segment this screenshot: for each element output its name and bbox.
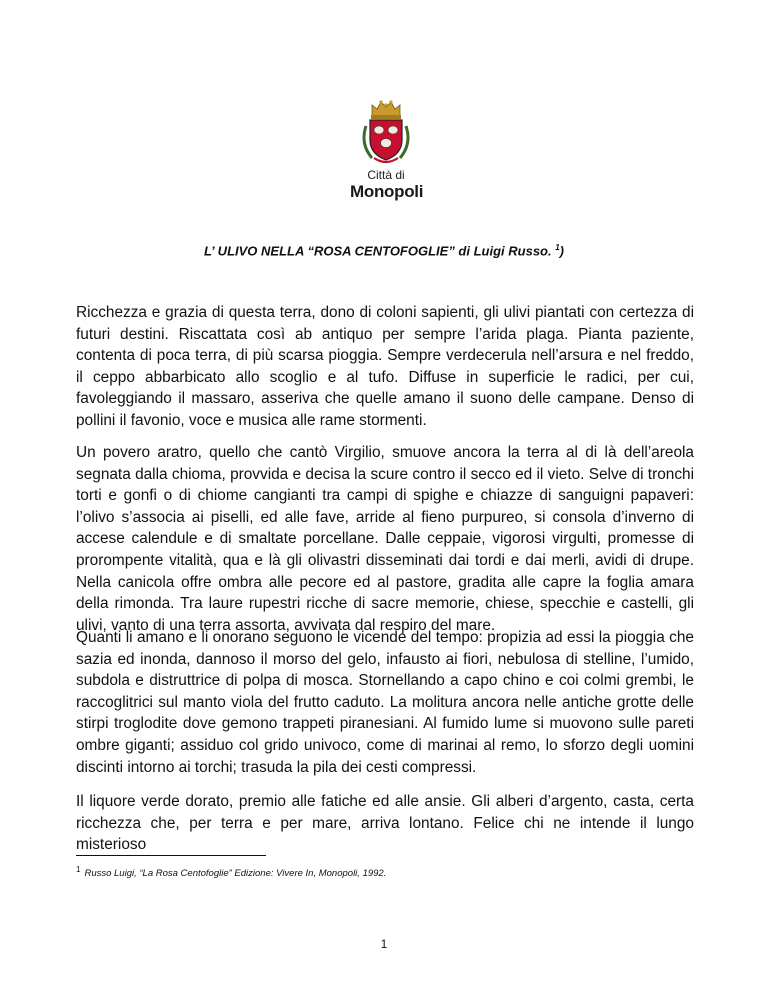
- paragraph: Il liquore verde dorato, premio alle fatiche ed alle ansie. Gli alberi d’argento, casta, certa ricchezza che, per terra e per mare, arriva lontano. Felice chi ne intende il lungo misterioso: [76, 793, 694, 854]
- title-footnote-ref: 1: [555, 243, 560, 252]
- city-coat-of-arms: [350, 96, 422, 206]
- page-number: 1: [380, 937, 388, 951]
- logo-city-label: Città di: [367, 168, 405, 182]
- title-close: ): [559, 243, 565, 259]
- document-title: [0, 243, 768, 258]
- paragraph: Quanti li amano e li onorano seguono le vicende del tempo: propizia ad essi la pioggia che sazia ed inonda, dannoso il morso del gelo, infausto ai fiori, nebulosa di stelline, l’umido, subdola e distruttrice di polpa di mosca. Stornellando a capo chino e coi colmi grembi, le raccoglitrici sul manto viola del frutto caduto. La molitura ancora nelle antiche grotte delle stirpi troglodite dove gemono trappeti piranesiani. Al fumido lume si muovono sulle pareti ombre giganti; assiduo col grido univoco, come di marinai al remo, lo sforzo degli uomini discinti intorno ai torchi; trasuda la pila dei cesti compressi.: [76, 629, 694, 776]
- paragraph: Un povero aratro, quello che cantò Virgilio, smuove ancora la terra al di là dell’areola segnata dalla chioma, provvida e decisa la scure contro il secco ed il vieto. Selve di tronchi torti e gonfi o di chiome cangianti tra campi di spighe e chiazze di sanguigni papaveri: l’olivo s’associa ai piselli, ed alle fave, arride al fieno purpureo, si consola d’inverno di accese calendule e di smaltate porcellane. Dalle ceppaie, vigorosi virgulti, promesse di prorompente vitalità, qua e là gli olivastri disseminati dai tordi e dai merli, avidi di drupe. Nella canicola offre ombra alle pecore ed al pastore, gradita alle capre la foglia amara della rimonda. Tra laure rupestri ricche di sacre memorie, chiese, specchie e castelli, gli ulivi, vanto di una terra assorta, avvivata dal respiro del mare.: [76, 444, 694, 634]
- footnote-number: 1: [76, 865, 81, 874]
- footnote: [76, 865, 386, 879]
- footnote-text: Russo Luigi, “La Rosa Centofoglie” Edizione: Vivere In, Monopoli, 1992.: [84, 868, 387, 880]
- coat-of-arms-icon: [350, 96, 422, 168]
- crown-icon: [371, 100, 401, 119]
- logo-city-name: Monopoli: [350, 182, 424, 201]
- paragraph: Ricchezza e grazia di questa terra, dono di coloni sapienti, gli ulivi piantati con certezza di futuri destini. Riscattata così ab antiquo per sempre l’arida plaga. Pianta paziente, contenta di poca terra, di più scarsa pioggia. Sempre verdecerula nell’arsura e nel freddo, il ceppo abbarbicato allo scoglio e al tufo. Diffuse in superficie le radici, per cui, favoleggiando il massaro, asseriva che quelle amano il suono delle campane. Denso di pollini il favonio, voce e musica alle rame stormenti.: [76, 304, 694, 429]
- footnote-separator: [76, 855, 266, 856]
- title-text: L’ ULIVO NELLA “ROSA CENTOFOGLIE” di Luigi Russo.: [203, 243, 556, 259]
